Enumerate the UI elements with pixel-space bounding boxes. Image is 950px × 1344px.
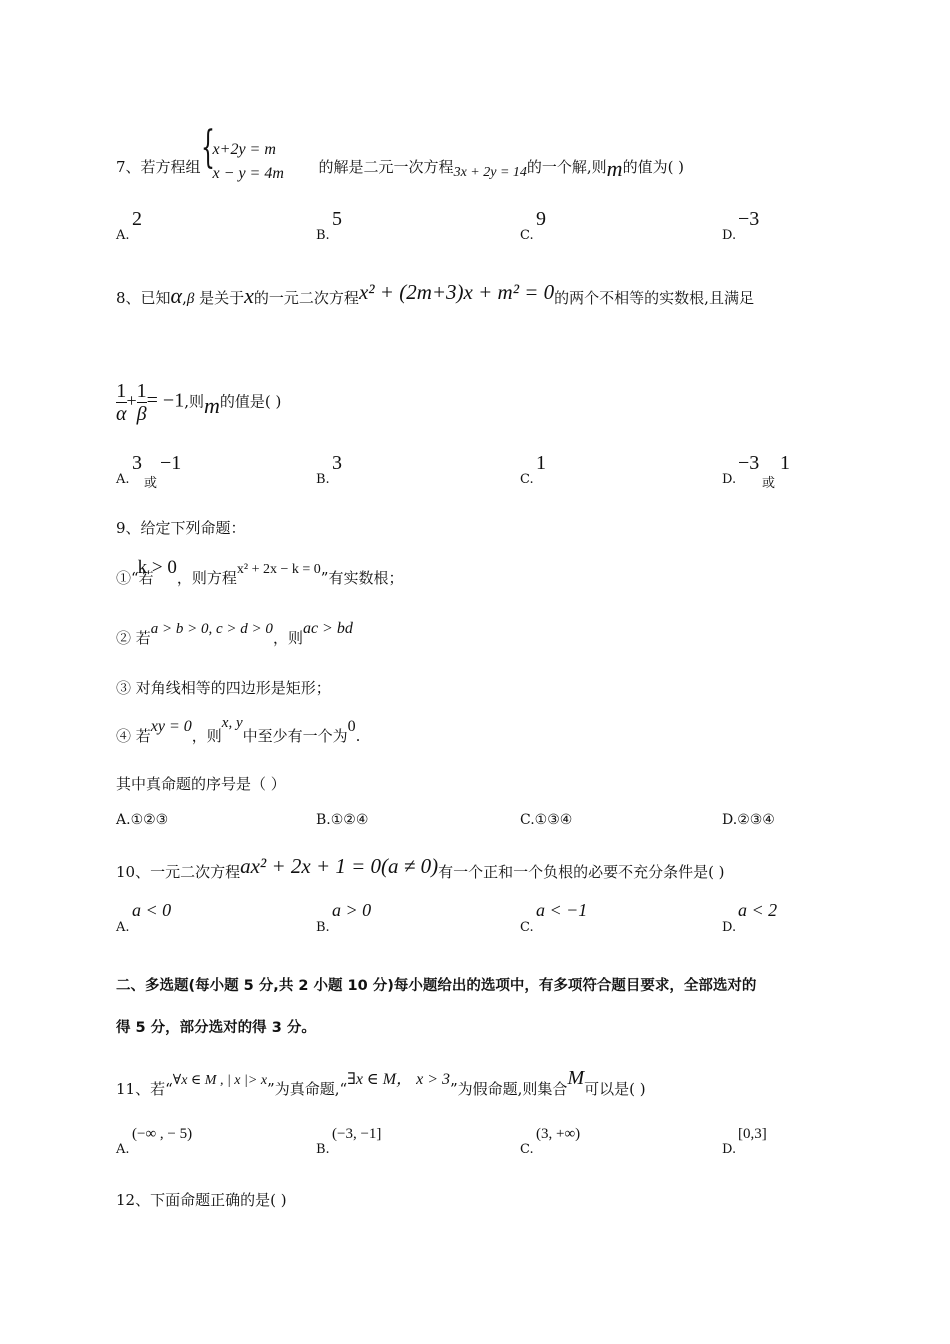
q9-proposition-3: ③ 对角线相等的四边形是矩形；	[116, 679, 331, 697]
q10-equation: ax² + 2x + 1 = 0(a ≠ 0)	[240, 854, 439, 878]
q10-option-c: C. a < −1	[520, 900, 588, 935]
q7-end: 的值为( )	[622, 158, 685, 176]
q8-prefix: 8、已知	[116, 289, 171, 307]
q11-existential-statement: ∃x ∈ M， x > 3	[347, 1071, 450, 1088]
q9-p2-conclusion: ac > bd	[302, 620, 353, 637]
section-2-heading: 二、多选题(每小题 5 分,共 2 小题 10 分)每小题给出的选项中，有多项符合题目要求，全部选对的	[116, 978, 757, 994]
question-12: 12、下面命题正确的是( )	[116, 1191, 287, 1209]
q8-alpha: α	[170, 283, 183, 308]
q9-option-d: D.②③④	[722, 812, 775, 828]
q7-prefix: 7、若方程组	[116, 158, 201, 176]
q8-fraction-alpha: $\frac{1}{\alpha}$	[116, 380, 127, 425]
q11-option-a: A. (−∞ , − 5)	[116, 1126, 193, 1157]
q11-option-c: C. (3, +∞)	[520, 1126, 581, 1157]
q8-quadratic-equation: x² + (2m+3)x + m² = 0	[358, 280, 555, 304]
q7-option-a: A. 2	[116, 208, 142, 243]
q7-option-c: C. 9	[520, 208, 546, 243]
q9-p2-condition: a > b > 0, c > d > 0	[150, 621, 273, 637]
q8-option-c: C. 1	[520, 452, 546, 487]
q7-mid: 的解是二元一次方程	[318, 158, 454, 176]
q11-option-d: D. [0,3]	[722, 1126, 767, 1157]
q7-eq2: x − y = 4m	[212, 165, 284, 182]
q9-question: 其中真命题的序号是（ ）	[116, 775, 286, 793]
q8-var-m: m	[204, 392, 220, 418]
q8-option-b: B. 3	[316, 452, 342, 487]
q9-p1-equation: x² + 2x − k = 0	[236, 562, 321, 577]
q11-universal-statement: ∀x ∈ M , | x |> x	[172, 1073, 268, 1088]
q7-linear-equation: 3x + 2y = 14	[453, 165, 527, 180]
q11-set-m: M	[567, 1067, 585, 1089]
q9-proposition-1: ①“若k > 0，则方程x² + 2x − k = 0”有实数根；	[116, 557, 404, 587]
q9-p4-vars: x, y	[221, 715, 243, 731]
question-10: 10、一元二次方程ax² + 2x + 1 = 0(a ≠ 0)有一个正和一个负根的必要不充分条件是( )	[116, 854, 725, 881]
q9-option-b: B.①②④	[316, 812, 369, 828]
q9-option-c: C.①③④	[520, 812, 573, 828]
q8-option-a: A. 3 或 −1	[116, 452, 182, 491]
q8-option-d: D. −3 或 1	[722, 452, 790, 491]
q9-title: 9、给定下列命题：	[116, 519, 246, 537]
q9-proposition-4: ④ 若xy = 0，则x, y中至少有一个为0.	[116, 715, 361, 745]
brace-icon: {	[200, 122, 215, 173]
q8-condition: $\frac{1}{\alpha}$ + $\frac{1}{\beta}$ = −1,则m的值是( )	[116, 380, 282, 425]
q9-option-a: A.①②③	[116, 812, 169, 828]
q7-option-b: B. 5	[316, 208, 342, 243]
q7-equation-system	[200, 122, 319, 182]
q10-option-a: A. a < 0	[116, 900, 172, 935]
q7-suffix: 的一个解,则	[526, 158, 607, 176]
q7-eq1: x+2y = m	[212, 141, 276, 158]
q9-p1-condition: k > 0	[137, 557, 177, 578]
q10-option-b: B. a > 0	[316, 900, 372, 935]
q11-option-b: B. (−3, −1]	[316, 1126, 382, 1157]
q7-var-m: m	[606, 156, 623, 181]
question-11: 11、若“∀x ∈ M , | x |> x”为真命题,“∃x ∈ M， x > 3”为假命题,则集合M可以是( )	[116, 1067, 646, 1098]
section-2-heading-cont: 得 5 分，部分选对的得 3 分。	[116, 1020, 316, 1036]
q8-fraction-beta: $\frac{1}{\beta}$	[136, 380, 147, 425]
q8-beta: β	[186, 291, 195, 307]
question-8: 8、已知α,β 是关于x的一元二次方程x² + (2m+3)x + m² = 0的两个不相等的实数根,且满足	[116, 280, 754, 308]
q8-var-x: x	[244, 283, 254, 308]
q8-condition-rhs: = −1	[146, 389, 185, 412]
q7-option-d: D. −3	[722, 208, 760, 243]
q10-option-d: D. a < 2	[722, 900, 778, 935]
q9-p4-condition: xy = 0	[150, 718, 192, 735]
q9-proposition-2: ② 若a > b > 0, c > d > 0，则ac > bd	[116, 620, 353, 647]
question-7	[116, 122, 685, 182]
